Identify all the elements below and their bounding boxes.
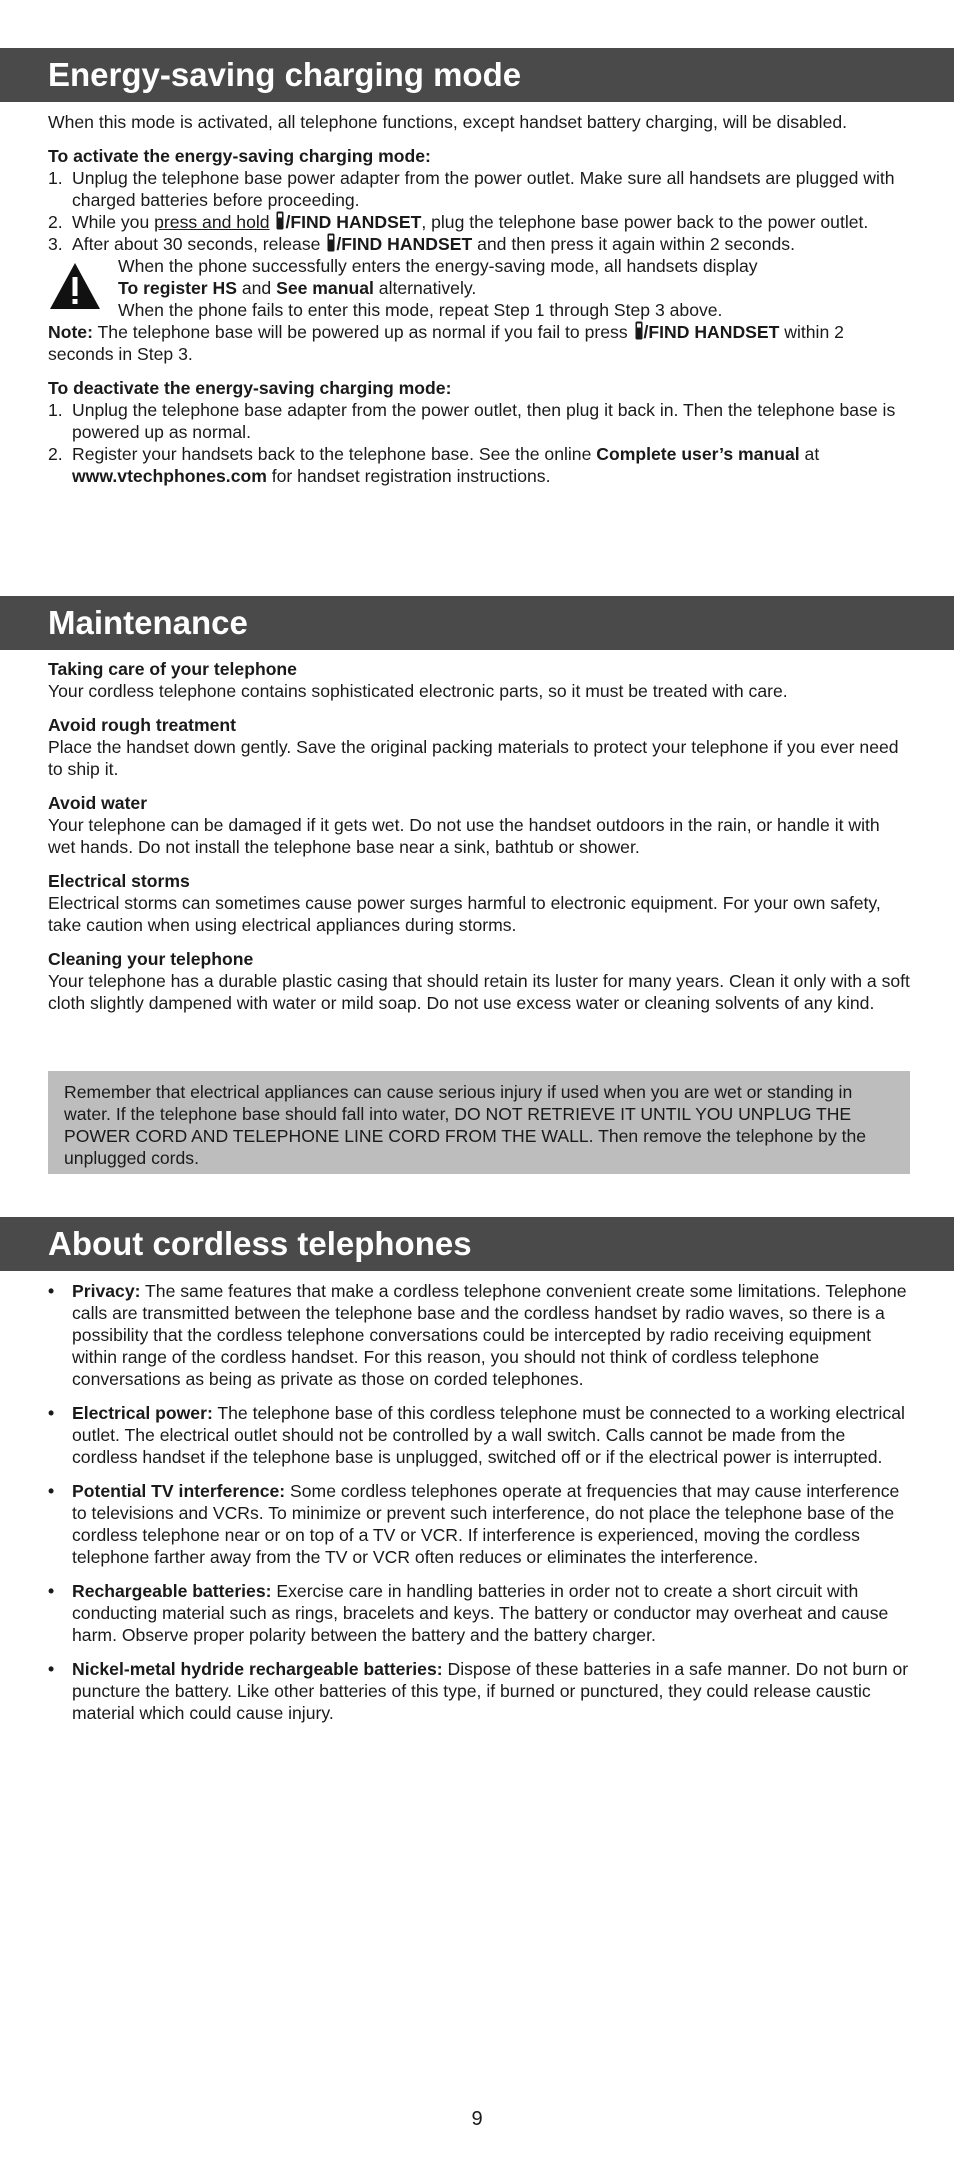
cordless-content xyxy=(48,1280,910,1736)
maintenance-text: Your cordless telephone contains sophisticated electronic parts, so it must be treated with care. xyxy=(48,681,788,701)
warning-box xyxy=(48,255,910,321)
activate-step-3: 3. After about 30 seconds, release /FIND HANDSET and then press it again within 2 seconds. xyxy=(48,234,795,254)
section-title: About cordless telephones xyxy=(48,1225,472,1262)
energy-intro: When this mode is activated, all telephone functions, except handset battery charging, will be disabled. xyxy=(48,112,848,132)
maintenance-heading: Cleaning your telephone xyxy=(48,949,254,969)
activate-step-2: 2. While you press and hold /FIND HANDSET, plug the telephone base power back to the power outlet. xyxy=(48,212,869,232)
deactivate-steps xyxy=(48,399,910,487)
list-item: • Potential TV interference: Some cordless telephones operate at frequencies that may cause interference to televisions and VCRs. To minimize or prevent such interference, do not place the telephone base of the cordless telephone near or on top of a TV or VCR. If interference is experienced, moving the cordless telephone farther away from the TV or VCR often reduces or eliminates the interference. xyxy=(48,1481,900,1567)
list-item: • Nickel-metal hydride rechargeable batteries: Dispose of these batteries in a safe manner. Do not burn or puncture the battery. Like other batteries of this type, if burned or punctured, they could release caustic material which could cause injury. xyxy=(48,1659,909,1723)
list-item: • Electrical power: The telephone base of this cordless telephone must be connected to a working electrical outlet. The electrical outlet should not be controlled by a wall switch. Calls cannot be made from the cordless handset if the telephone base is unplugged, switched off or if the electrical power is interrupted. xyxy=(48,1403,905,1467)
list-item: • Privacy: The same features that make a cordless telephone convenient create some limitations. Telephone calls are transmitted between the telephone base and the cordless handset by radio waves, so there is a possibility that the cordless telephone conversations could be intercepted by radio receiving equipment within range of the cordless handset. For this reason, you should not think of cordless telephone conversations as being as private as those on corded telephones. xyxy=(48,1281,907,1389)
energy-saving-content xyxy=(48,111,910,487)
section-title: Energy-saving charging mode xyxy=(48,56,522,93)
activate-steps xyxy=(48,167,910,255)
water-safety-notice xyxy=(48,1071,910,1174)
section-title: Maintenance xyxy=(48,604,248,641)
page-number: 9 xyxy=(471,2108,483,2130)
handset-icon xyxy=(276,211,284,230)
maintenance-content xyxy=(48,658,910,1014)
deactivate-step-1: 1. Unplug the telephone base adapter from the power outlet, then plug it back in. Then the telephone base is powered up as normal. xyxy=(48,400,896,442)
warning-line-3: When the phone fails to enter this mode, repeat Step 1 through Step 3 above. xyxy=(118,300,723,320)
handset-icon xyxy=(635,321,643,340)
maintenance-text: Place the handset down gently. Save the original packing materials to protect your telephone if you ever need to ship it. xyxy=(48,737,899,779)
maintenance-text: Electrical storms can sometimes cause power surges harmful to electronic equipment. For your own safety, take caution when using electrical appliances during storms. xyxy=(48,893,881,935)
deactivate-heading: To deactivate the energy-saving charging mode: xyxy=(48,378,452,398)
maintenance-heading: Avoid rough treatment xyxy=(48,715,236,735)
warning-triangle-icon xyxy=(48,261,102,311)
maintenance-text: Your telephone has a durable plastic casing that should retain its luster for many years. Clean it only with a soft cloth slightly dampened with water or mild soap. Do not use excess water or cleaning solvents of any kind. xyxy=(48,971,910,1013)
notice-text: Remember that electrical appliances can cause serious injury if used when you are wet or standing in water. If the telephone base should fall into water, DO NOT RETRIEVE IT UNTIL YOU UNPLUG THE POWER CORD AND TELEPHONE LINE CORD FROM THE WALL. Then remove the telephone by the unplugged cords. xyxy=(64,1082,867,1168)
list-item: • Rechargeable batteries: Exercise care in handling batteries in order not to create a short circuit with conducting material such as rings, bracelets and keys. The battery or conductor may overheat and cause harm. Observe proper polarity between the battery and the battery charger. xyxy=(48,1581,889,1645)
warning-line-2: To register HS and See manual alternatively. xyxy=(118,278,477,298)
handset-icon xyxy=(327,233,335,252)
section-header-cordless xyxy=(0,1217,954,1271)
maintenance-heading: Avoid water xyxy=(48,793,148,813)
maintenance-text: Your telephone can be damaged if it gets wet. Do not use the handset outdoors in the rain, or handle it with wet hands. Do not install the telephone base near a sink, bathtub or shower. xyxy=(48,815,880,857)
activate-heading: To activate the energy-saving charging mode: xyxy=(48,146,431,166)
maintenance-heading: Taking care of your telephone xyxy=(48,659,297,679)
deactivate-step-2: 2. Register your handsets back to the telephone base. See the online Complete user’s manual at www.vtechphones.com for handset registration instructions. xyxy=(48,444,820,486)
section-header-energy-saving xyxy=(0,48,954,102)
energy-note: Note: The telephone base will be powered up as normal if you fail to press /FIND HANDSET within 2 seconds in Step 3. xyxy=(48,322,844,364)
activate-step-1: 1. Unplug the telephone base power adapter from the power outlet. Make sure all handsets are plugged with charged batteries before proceeding. xyxy=(48,168,895,210)
cordless-list xyxy=(48,1280,910,1724)
maintenance-heading: Electrical storms xyxy=(48,871,190,891)
warning-line-1: When the phone successfully enters the energy-saving mode, all handsets display xyxy=(118,256,758,276)
section-header-maintenance xyxy=(0,596,954,650)
